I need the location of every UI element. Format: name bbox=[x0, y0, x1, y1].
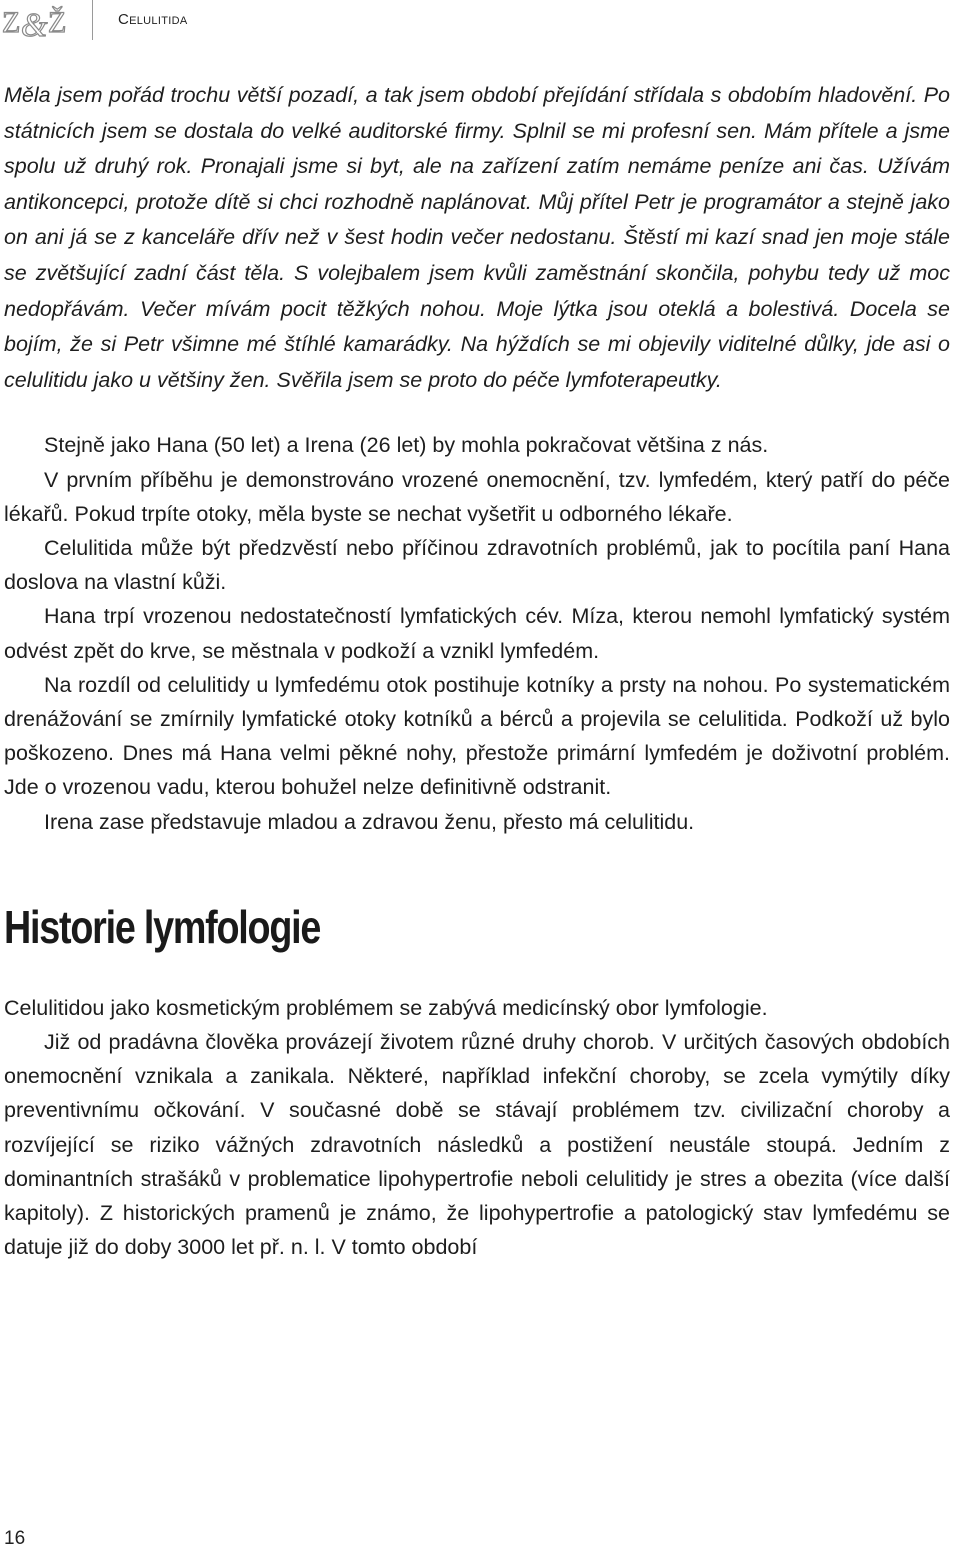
journal-logo bbox=[2, 2, 76, 40]
body-paragraph: Na rozdíl od celulitidy u lymfedému otok postihuje kotníky a prsty na nohou. Po systematickém drenážování se zmírnily lymfatické otoky kotníků a bérců a projevila se celulitida. Podkoží už bylo poškozeno. Dnes má Hana velmi pěkné nohy, přestože primární lymfedém je doživotní problém. Jde o vrozenou vadu, kterou bohužel nelze definitivně odstranit. bbox=[4, 672, 950, 800]
body-paragraph: Celulitida může být předzvěstí nebo příčinou zdravotních problémů, jak to pocítila paní Hana doslova na vlastní kůži. bbox=[4, 535, 950, 595]
page-number: 16 bbox=[4, 1528, 26, 1549]
section-paragraph: Již od pradávna člověka provázejí životem různé druhy chorob. V určitých časových obdobích onemocnění vznikala a zanikala. Některé, například infekční choroby, se zcela vymýtily díky preventivnímu očkování. V současné době se stávají problémem tzv. civilizační choroby a rozvíjející se riziko vážných zdravotních následků a postižení neustále stoupá. Jedním z dominantních strašáků v problematice lipohypertrofie neboli celulitidy je stres a obezita (více další kapitoly). Z historických pramenů je známo, že lipohypertrofie a patologický stav lymfedému se datuje již do doby 3000 let př. n. l. V tomto období bbox=[4, 1029, 950, 1260]
story-paragraph: Měla jsem pořád trochu větší pozadí, a tak jsem období přejídání střídala s obdobím hladovění. Po státnicích jsem se dostala do velké auditorské firmy. Splnil se mi profesní sen. Mám přítele a jsme spolu už druhý rok. Pronajali jsme si byt, ale na zařízení zatím nemáme peníze ani čas. Užívám antikoncepci, protože dítě si chci rozhodně naplánovat. Můj přítel Petr je programátor a stejně jako on ani já se z kanceláře dřív než v šest hodin večer nedostanu. Štěstí mi kazí snad jen moje stále se zvětšující zadní část těla. S volejbalem jsem kvůli zaměstnání skončila, pohybu tedy už moc nedopřávám. Večer mívám pocit těžkých nohou. Moje lýtka jsou oteklá a bolestivá. Docela se bojím, že si Petr všimne mé štíhlé kamarádky. Na hýždích se mi objevily viditelné důlky, jde asi o celulitidu jako u většiny žen. Svěřila jsem se proto do péče lymfoterapeutky. bbox=[4, 83, 950, 392]
body-paragraph: Stejně jako Hana (50 let) a Irena (26 let) by mohla pokračovat většina z nás. bbox=[44, 433, 769, 458]
body-paragraph: V prvním příběhu je demonstrováno vrozené onemocnění, tzv. lymfedém, který patří do péče lékařů. Pokud trpíte otoky, měla byste se nechat vyšetřit u odborného lékaře. bbox=[4, 467, 950, 526]
body-text bbox=[4, 428, 950, 838]
page-header bbox=[0, 0, 960, 46]
section-heading: Historie lymfologie bbox=[4, 900, 321, 953]
svg-text:&: & bbox=[21, 7, 48, 40]
body-paragraph: Hana trpí vrozenou nedostatečností lymfatických cév. Míza, kterou nemohl lymfatický systém odvést zpět do krve, se městnala v podkoží a vznikl lymfedém. bbox=[4, 604, 950, 663]
svg-text:Z: Z bbox=[2, 6, 21, 39]
svg-text:Ž: Ž bbox=[48, 6, 67, 39]
page-content bbox=[4, 78, 950, 1264]
header-divider bbox=[92, 0, 93, 40]
body-paragraph: Irena zase představuje mladou a zdravou ženu, přesto má celulitidu. bbox=[44, 809, 695, 834]
section-paragraph: Celulitidou jako kosmetickým problémem se zabývá medicínský obor lymfologie. bbox=[4, 995, 768, 1020]
section-body bbox=[4, 991, 950, 1265]
running-header-title: Celulitida bbox=[118, 11, 188, 28]
story-quote bbox=[4, 78, 950, 398]
